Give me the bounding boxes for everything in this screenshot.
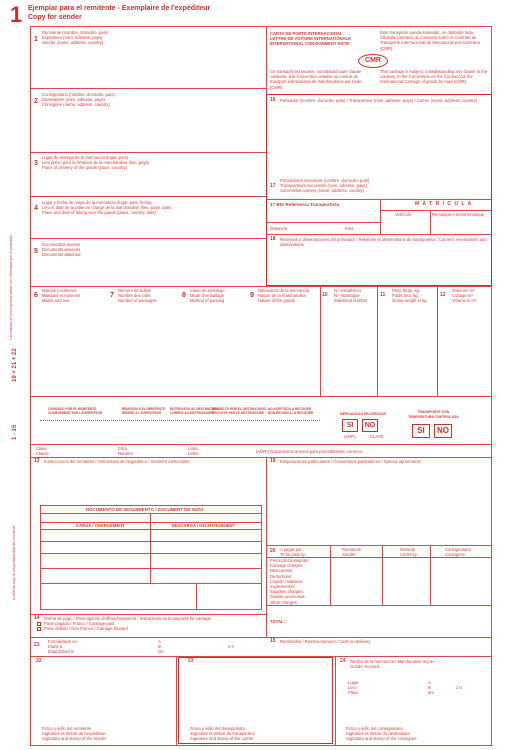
number-row-label: Cifra Numéro (118, 446, 133, 457)
field-1-label: Remitente (nombre, domicilio, país) Expéditeur (nom, adresse, pays) Sender (name, address, country) (42, 30, 109, 46)
field-15-number: 15 (270, 638, 276, 644)
field-6-label: Marcas y números Marques et numéros Marks and nos (42, 288, 81, 304)
divider (176, 656, 177, 746)
cmr-title: CARTA DE PORTE INTERNACIONAL LETTRE DE VOITURE INTERNATIONALE INTERNATIONAL CONSIGNMENT NOTE (270, 31, 351, 47)
field-11-label: Peso bruto, kg. Poids brut, kg. Gross weight in kg. (392, 288, 428, 304)
divider (437, 286, 438, 396)
copy-number: 1 (10, 2, 23, 27)
side-note-thick-lines: Las casillas en línea gruesa deben ser rellenadas por el porteador (9, 234, 13, 340)
side-boxes-19-21-22: 19 + 21 + 22 (12, 348, 18, 382)
divider (196, 583, 197, 610)
distance-label: Distancia (270, 226, 288, 231)
field-7-label: Número de bultos Nombre des colis Number of packages (118, 288, 157, 304)
field-2-label: Consignatario (nombre, domicilio, país) Destinataire (nom, adresse, pays) Consignee (name, address, country) (42, 92, 115, 108)
divider (30, 238, 266, 239)
cmr-convention-fr: Ce transport est soumis, nonobstant toute clause contraire, à la Convention relative au contrat de transport international de marchandises par route (CMR). (270, 69, 362, 90)
cost-rows-labels: Precio del transporte: Carriage charges: Descuentos: Deductions: Líquido / Balance: Suplementos: Supplem.charges: Gastos accesorios: Other charges: (270, 558, 310, 605)
sender-signature-label: Firma y sello del remitente Signature et timbre de l'expéditeur Signature and stamp of the sender (42, 726, 107, 742)
field-13-number: 13 (34, 458, 40, 464)
adr-label: (ADR) (344, 434, 356, 439)
field-17bis-label: 17 BIS Referencia Transportista (270, 202, 340, 207)
divider (430, 545, 431, 605)
field-17-number: 17 (270, 183, 276, 189)
carriage-paid-checkbox[interactable] (37, 622, 41, 626)
field-6-number: 6 (34, 292, 38, 299)
field-24-number: 24 (340, 658, 346, 664)
carrier-signature-label: Firma y sello del transportista Signature et timbre du transporteur Signature and stamp of the carrier (190, 726, 255, 742)
divider (40, 529, 262, 530)
divider (40, 513, 262, 514)
field-21-number: 21 (34, 642, 40, 648)
field-3-label: Lugar de entrega de la mercancía (lugar, país) Lieu prévu pour la livraison de la marchandise (lieu, pays) Place of delivery of the goods (place, country) (42, 155, 150, 171)
field-9-label: Naturaleza de la mercancía Nature de la marchandise Nature of the goods (258, 288, 310, 304)
class-label: CLASE (370, 434, 384, 439)
field-1-number: 1 (34, 36, 38, 43)
divider (377, 286, 378, 396)
field-21-label: Formalizado en Etabli à Established in (48, 639, 77, 655)
adr-docs-label: (ADR*) Documentos anexos para procedimiento correcto. (256, 449, 364, 454)
dotted-line (40, 420, 320, 421)
divider (30, 444, 492, 445)
field-21-year: 2 0 (228, 644, 234, 649)
field-3-number: 3 (34, 160, 38, 167)
copy-subtitle: Copy for sender (28, 14, 82, 21)
dangerous-goods-no[interactable]: NO (362, 419, 378, 432)
controlled-temperature-yes[interactable]: SI (412, 424, 430, 438)
divider (30, 152, 266, 153)
divider (335, 656, 336, 746)
matricula-header: M A T R I C U L A (415, 201, 473, 207)
field-17-label: Porteadores sucesivos (nombre, domicilio, país) Transporteurs successifs (nom, adresse, pays) Successive carriers (name, address, country) (280, 178, 370, 194)
controlled-temperature-label: TRANSPORTE CON TEMPERATURA CONTROLADA (408, 410, 459, 420)
field-5-number: 5 (34, 248, 38, 255)
field-2-number: 2 (34, 98, 38, 105)
field-10-number: 10 (322, 292, 328, 298)
side-note-sender-responsibility: A rellenar bajo la responsabilidad del remitente (12, 525, 16, 600)
field-4-number: 4 (34, 205, 38, 212)
divider (40, 541, 262, 542)
field-13-label: Instrucciones del remitente / Instructions de l'expéditeur / Sender's instructions (44, 459, 190, 464)
field-20-label: A pagar por: To be paid by: (280, 547, 307, 558)
field-12-label: Volumen m³ Cubage m³ Volume in m³ (452, 288, 477, 304)
trailer-label: Remolque o Semirremolque (432, 212, 485, 217)
dangerous-goods-label: MERCANCÍAS PELIGROSAS (340, 412, 387, 416)
consignee-column-header: Consignatario Consignee (445, 547, 471, 558)
field-18-number: 18 (270, 236, 276, 242)
adr-col-3: ENTREGADO AL DESTINATARIO LIVRÉES AU DESTINATAIRE (170, 407, 220, 415)
divider (382, 545, 383, 605)
field-24-date-label: A le am (428, 680, 434, 696)
divider (320, 286, 321, 396)
dangerous-goods-yes[interactable]: SI (342, 419, 358, 432)
field-11-number: 11 (380, 292, 386, 298)
adr-col-5: NO ACEPTADO A RECOGER NON-RECUEILLI À RECOGER (268, 407, 314, 415)
divider (30, 614, 266, 615)
divider (30, 396, 492, 397)
field-5-label: Documentos anexos Documents annexés Documents attached (42, 242, 81, 258)
divider (40, 583, 262, 584)
vehicle-label: Vehículo (395, 212, 412, 217)
field-23-number: 23 (188, 658, 194, 664)
field-10-label: N.º estadístico N.º statistique Statistical number (334, 288, 368, 304)
divider (330, 545, 331, 605)
field-4-label: Lugar y fecha de carga de la mercancía (lugar, país, fecha) Lieu et date de la prise en charge de la marchandise (lieu, pays, date) Place and date of taking over the goods (place, country, date) (42, 200, 172, 216)
copy-title: Ejemplar para el remitente - Exemplaire de l'expéditeur (28, 5, 211, 12)
adr-col-2: REMISIÓN A EL REMITENTE REMISE À L'EXPÉDITEUR (122, 407, 165, 415)
kms-label: Kms. (345, 226, 355, 231)
divider (40, 553, 262, 554)
cmr-badge: CMR (358, 54, 388, 68)
field-22-number: 22 (36, 658, 42, 664)
adr-col-4: DEVUELTO POR EL DESTINATARIO RENVOYÉ PAR LE DESTINATAIRE (212, 407, 267, 415)
adr-col-1: CARGADO POR EL REMITENTE CHARGEMENT PAR L'EXPÉDITEUR (48, 407, 103, 415)
divider (30, 457, 492, 458)
field-21-date-label: A le On (158, 639, 164, 655)
field-7-number: 7 (110, 292, 114, 299)
field-18-label: Reservas y observaciones del porteador / Réserves et observations du transporteur / Carrier's reservations and observations (280, 237, 487, 248)
tracking-document-table (40, 505, 262, 610)
divider (266, 545, 492, 546)
divider (150, 513, 151, 583)
class-row-label: Clase Classe (36, 446, 49, 457)
field-12-number: 12 (440, 292, 446, 298)
unloading-header: DESCARGA / DÉCHARGEMENT (172, 523, 236, 528)
side-boxes-1-15: 1 - 15 (12, 424, 18, 440)
divider (266, 605, 492, 606)
field-16-label: Porteador (nombre, domicilio, país) / Transporteur (nom, adresse, pays) / Carrier (name, address, country) (280, 98, 478, 103)
total-label: TOTAL: (270, 619, 285, 624)
field-14-label: Forma de pago / Prescriptions d'affranchissement / Instructions as to payment for carriage Porte pagado / Franco / Carriage paid Porte debido / Non Franco / Carriage forward (44, 616, 211, 632)
field-8-label: Clase de embalaje Mode d'emballage Method of packing (190, 288, 225, 304)
divider (30, 88, 266, 89)
divider (30, 637, 492, 638)
divider (266, 457, 267, 637)
field-9-number: 9 (250, 292, 254, 299)
divider (30, 286, 492, 287)
field-14-number: 14 (34, 615, 40, 621)
field-24-place-label: Lugar Lieu Place (348, 680, 359, 696)
loading-header: CARGA / CHARGEMENT (76, 523, 125, 528)
divider (30, 196, 266, 197)
cmr-convention-en: This carriage is subject, notwithstanding any clause to the contrary, to the Convention on the Contract for the International Carriage of goods by road (CMR). (380, 69, 488, 85)
cmr-convention-es: Este transporte queda sometido, no obstante toda cláusula contraria, al Convenio sobre el Contrato de Transporte Internacional de Mercancías por Carretera (CMR). (380, 30, 480, 51)
currency-column-header: Moneda Currency (400, 547, 417, 558)
field-20-number: 20 (270, 548, 276, 554)
field-24-year: 2 0 (456, 685, 462, 690)
sender-column-header: Remitente Sender (342, 547, 362, 558)
field-8-number: 8 (182, 292, 186, 299)
consignee-signature-label: Firma y sello del consignatario Signature et timbre du destinataire Signature and stamp of the consignee (346, 726, 417, 742)
carriage-forward-checkbox[interactable] (37, 627, 41, 631)
field-15-label: Reembolso / Remboursement / Cash on delivery (280, 639, 371, 644)
controlled-temperature-no[interactable]: NO (434, 424, 452, 438)
field-19-label: Estipulaciones particulares / Conventions particulières / Special agreements (280, 459, 421, 464)
field-19-number: 19 (270, 458, 276, 464)
field-24-label: Recibo de la mercancía / Marchandise reçue / Goods received (350, 659, 436, 670)
carrier-block-outline (266, 94, 492, 286)
divider (40, 568, 262, 569)
tracking-document-title: DOCUMENTO DE SEGUIMIENTO / DOCUMENT DE SUIVI (86, 507, 203, 512)
letter-row-label: Letra Lettre (188, 446, 199, 457)
field-16-number: 16 (270, 97, 276, 103)
